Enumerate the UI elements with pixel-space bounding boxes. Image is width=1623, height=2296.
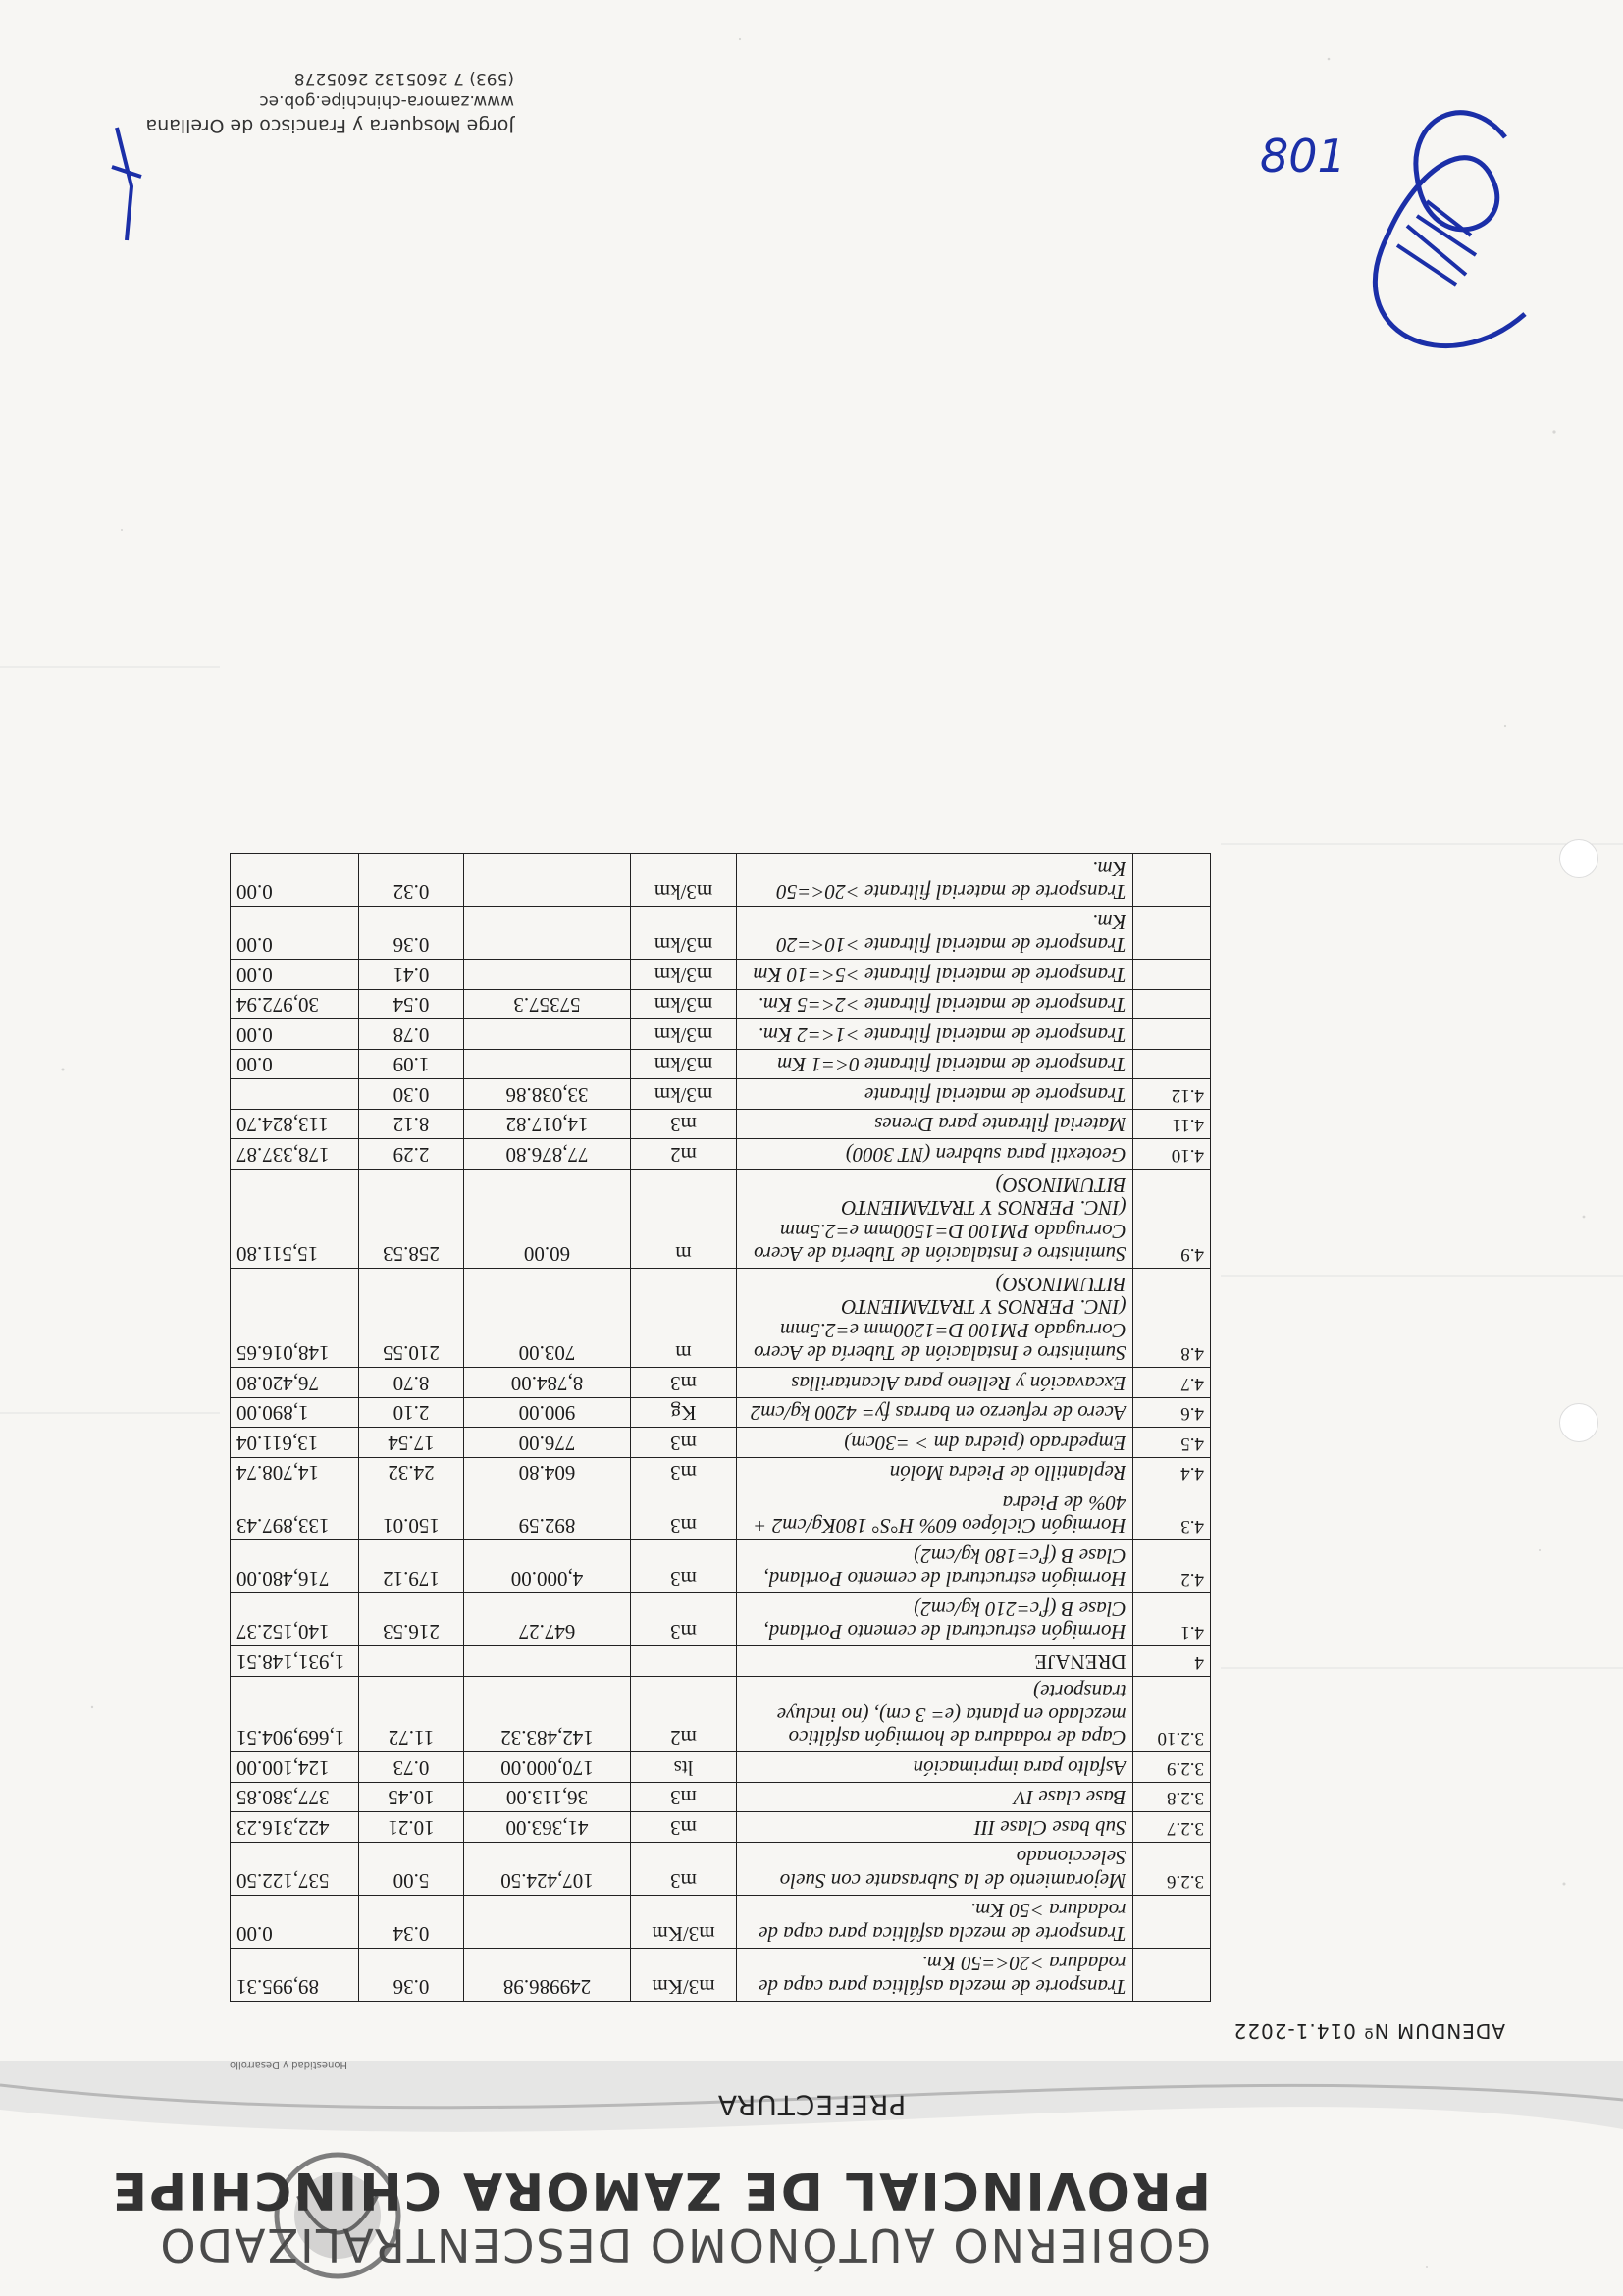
cell-total: 537,122.50 <box>231 1842 359 1895</box>
cell-price: 150.01 <box>359 1487 463 1540</box>
cell-total: 133,897.43 <box>231 1487 359 1540</box>
cell-total: 76,420.80 <box>231 1368 359 1398</box>
cell-qty: 604.80 <box>463 1457 631 1487</box>
cell-code <box>1132 989 1210 1019</box>
cell-unit: m3/km <box>631 960 736 990</box>
footer-website: www.zamora-chinchipe.gob.ec <box>259 91 514 112</box>
cell-total: 148,016.65 <box>231 1269 359 1368</box>
table-row <box>231 1269 1211 1368</box>
cell-total: 178,337.87 <box>231 1139 359 1170</box>
table-row <box>231 1049 1211 1079</box>
cell-unit: m3 <box>631 1812 736 1843</box>
cell-price: 11.72 <box>359 1676 463 1752</box>
cell-total <box>231 1079 359 1110</box>
footer-contact <box>63 67 514 137</box>
cell-unit: m2 <box>631 1139 736 1170</box>
cell-qty: 60.00 <box>463 1170 631 1269</box>
table-row <box>231 854 1211 907</box>
cell-price: 10.21 <box>359 1812 463 1843</box>
cell-price: 0.78 <box>359 1019 463 1050</box>
cell-unit: m3 <box>631 1593 736 1646</box>
table-row <box>231 1812 1211 1843</box>
cell-desc: Hormigón Ciclópeo 60% H°S° 180Kg/cm2 + 40% de Piedra <box>736 1487 1132 1540</box>
cell-unit: m3 <box>631 1109 736 1139</box>
cell-total: 1,669,904.51 <box>231 1676 359 1752</box>
letterhead <box>0 2019 1623 2296</box>
table-row <box>231 1646 1211 1677</box>
organization-line-1: GOBIERNO AUTÓNOMO DESCENTRALIZADO <box>158 2218 1211 2271</box>
cell-unit: m3/km <box>631 1049 736 1079</box>
cell-total: 13,611.04 <box>231 1428 359 1458</box>
cell-desc: Asfalto para imprimación <box>736 1752 1132 1783</box>
cell-code <box>1132 854 1210 907</box>
table-row <box>231 1170 1211 1269</box>
cell-code: 4.3 <box>1132 1487 1210 1540</box>
cell-price: 210.55 <box>359 1269 463 1368</box>
footer-phone: (593) 7 2605132 2605278 <box>293 69 514 89</box>
cell-price: 17.54 <box>359 1428 463 1458</box>
cell-qty <box>463 960 631 990</box>
cell-unit: lts <box>631 1752 736 1783</box>
cell-qty: 892.59 <box>463 1487 631 1540</box>
cell-price: 8.12 <box>359 1109 463 1139</box>
cell-total: 716,480.00 <box>231 1540 359 1593</box>
cell-price: 2.10 <box>359 1397 463 1428</box>
cell-desc: Excavación y Relleno para Alcantarillas <box>736 1368 1132 1398</box>
cell-qty: 107,424.50 <box>463 1842 631 1895</box>
cell-total: 124,100.00 <box>231 1752 359 1783</box>
cell-unit: m3 <box>631 1428 736 1458</box>
cell-price: 0.54 <box>359 989 463 1019</box>
cell-qty <box>463 1019 631 1050</box>
cell-total: 0.00 <box>231 1895 359 1948</box>
cell-desc: Transporte de material filtrante >1<=2 Km. <box>736 1019 1132 1050</box>
cell-total: 89,995.31 <box>231 1948 359 2001</box>
cell-price: 258.53 <box>359 1170 463 1269</box>
table-row <box>231 1782 1211 1812</box>
table-row <box>231 1397 1211 1428</box>
cell-unit: m3 <box>631 1842 736 1895</box>
organization-line-2: PROVINCIAL DE ZAMORA CHINCHIPE <box>110 2161 1211 2219</box>
cell-code: 4.6 <box>1132 1397 1210 1428</box>
cell-desc: Transporte de material filtrante >2<=5 Km. <box>736 989 1132 1019</box>
table-row <box>231 1895 1211 1948</box>
cell-code: 3.2.10 <box>1132 1676 1210 1752</box>
table-row <box>231 1428 1211 1458</box>
cell-total: 15,511.80 <box>231 1170 359 1269</box>
cell-unit: m3 <box>631 1457 736 1487</box>
table-row <box>231 1842 1211 1895</box>
cell-unit <box>631 1646 736 1677</box>
cell-desc: Transporte de mezcla asfáltica para capa de rodadura >20<=50 Km. <box>736 1948 1132 2001</box>
cell-price: 8.70 <box>359 1368 463 1398</box>
cell-desc: Transporte de mezcla asfáltica para capa de rodadura >50 Km. <box>736 1895 1132 1948</box>
binder-hole <box>1559 1403 1598 1442</box>
table-row <box>231 907 1211 960</box>
table-row <box>231 1019 1211 1050</box>
cell-code: 4.5 <box>1132 1428 1210 1458</box>
cell-code: 3.2.9 <box>1132 1752 1210 1783</box>
cell-desc: Transporte de material filtrante 0<=1 Km <box>736 1049 1132 1079</box>
table-row <box>231 960 1211 990</box>
cell-desc: Transporte de material filtrante <box>736 1079 1132 1110</box>
cell-qty <box>463 1049 631 1079</box>
table-row <box>231 1676 1211 1752</box>
cell-total: 377,380.85 <box>231 1782 359 1812</box>
table-row <box>231 1109 1211 1139</box>
budget-table-body <box>231 854 1211 2002</box>
cell-unit: m3/Km <box>631 1895 736 1948</box>
cell-total: 422,316.23 <box>231 1812 359 1843</box>
cell-desc: Replantillo de Piedra Molón <box>736 1457 1132 1487</box>
cell-total: 0.00 <box>231 960 359 990</box>
table-row <box>231 1368 1211 1398</box>
cell-code: 4 <box>1132 1646 1210 1677</box>
cell-qty: 647.27 <box>463 1593 631 1646</box>
cell-desc: Transporte de material filtrante >5<=10 Km <box>736 960 1132 990</box>
cell-code <box>1132 1895 1210 1948</box>
cell-qty: 77,876.80 <box>463 1139 631 1170</box>
cell-desc: Base clase IV <box>736 1782 1132 1812</box>
cell-code <box>1132 1019 1210 1050</box>
cell-unit: m3 <box>631 1487 736 1540</box>
cell-desc: Suministro e Instalación de Tubería de Acero Corrugado PM100 D=1200mm e=2.5mm (INC. PERNOS Y TRATAMIENTO BITUMINOSO) <box>736 1269 1132 1368</box>
handwritten-page-number <box>1250 118 1387 196</box>
cell-qty: 142,483.32 <box>463 1676 631 1752</box>
cell-price: 1.09 <box>359 1049 463 1079</box>
cell-qty <box>463 1895 631 1948</box>
cell-desc: Mejoramiento de la Subrasante con Suelo Seleccionado <box>736 1842 1132 1895</box>
cell-qty: 33,038.86 <box>463 1079 631 1110</box>
budget-table <box>230 853 1211 2002</box>
cell-code <box>1132 960 1210 990</box>
cell-total: 0.00 <box>231 1049 359 1079</box>
cell-price: 0.34 <box>359 1895 463 1948</box>
cell-unit: m2 <box>631 1676 736 1752</box>
cell-qty: 900.00 <box>463 1397 631 1428</box>
cell-desc: Sub base Clase III <box>736 1812 1132 1843</box>
cell-desc: Acero de refuerzo en barras fy= 4200 kg/cm2 <box>736 1397 1132 1428</box>
cell-price: 0.41 <box>359 960 463 990</box>
cell-code <box>1132 1948 1210 2001</box>
cell-code: 4.11 <box>1132 1109 1210 1139</box>
svg-text:801: 801 <box>1260 130 1346 183</box>
cell-total: 0.00 <box>231 907 359 960</box>
cell-qty: 36,113.00 <box>463 1782 631 1812</box>
cell-price: 216.53 <box>359 1593 463 1646</box>
cell-unit: m3 <box>631 1368 736 1398</box>
cell-total: 30,972.94 <box>231 989 359 1019</box>
cell-unit: m3/km <box>631 907 736 960</box>
cell-price: 0.36 <box>359 907 463 960</box>
cell-total: 1,931,148.51 <box>231 1646 359 1677</box>
cell-unit: m3/km <box>631 854 736 907</box>
cell-code: 4.4 <box>1132 1457 1210 1487</box>
cell-price: 179.12 <box>359 1540 463 1593</box>
cell-code: 4.2 <box>1132 1540 1210 1593</box>
table-row <box>231 989 1211 1019</box>
table-row <box>231 1540 1211 1593</box>
cell-total: 1,890.00 <box>231 1397 359 1428</box>
department-title: PREFECTURA <box>716 2089 907 2121</box>
cell-unit: m3 <box>631 1540 736 1593</box>
cell-qty <box>463 1646 631 1677</box>
cell-qty <box>463 854 631 907</box>
cell-desc: Hormigón estructural de cemento Portland, Clase B (f'c=210 kg/cm2) <box>736 1593 1132 1646</box>
cell-code: 4.9 <box>1132 1170 1210 1269</box>
cell-desc: Empedrado (piedra dm > =30cm) <box>736 1428 1132 1458</box>
cell-unit: m3/km <box>631 1019 736 1050</box>
cell-code: 4.1 <box>1132 1593 1210 1646</box>
cell-qty: 4,000.00 <box>463 1540 631 1593</box>
cell-desc: Geotextil para subdren (NT 3000) <box>736 1139 1132 1170</box>
cell-total: 14,708.74 <box>231 1457 359 1487</box>
cell-qty: 14,017.82 <box>463 1109 631 1139</box>
cell-price: 0.36 <box>359 1948 463 2001</box>
table-row <box>231 1948 1211 2001</box>
table-row <box>231 1079 1211 1110</box>
cell-code: 3.2.8 <box>1132 1782 1210 1812</box>
adendum-number: ADENDUM Nº 014.1-2022 <box>1232 2019 1505 2043</box>
cell-qty: 57357.3 <box>463 989 631 1019</box>
cell-desc: Material filtrante para Drenes <box>736 1109 1132 1139</box>
cell-unit: m3 <box>631 1782 736 1812</box>
table-row <box>231 1752 1211 1783</box>
cell-price: 0.73 <box>359 1752 463 1783</box>
cell-desc: Transporte de material filtrante >10<=20 Km. <box>736 907 1132 960</box>
cell-unit: m3/km <box>631 1079 736 1110</box>
cell-desc: Transporte de material filtrante >20<=50 Km. <box>736 854 1132 907</box>
cell-total: 113,824.70 <box>231 1109 359 1139</box>
cell-unit: Kg <box>631 1397 736 1428</box>
cell-total: 0.00 <box>231 854 359 907</box>
cell-desc: Hormigón estructural de cemento Portland, Clase B (f'c=180 kg/cm2) <box>736 1540 1132 1593</box>
cell-code: 4.10 <box>1132 1139 1210 1170</box>
cell-total: 0.00 <box>231 1019 359 1050</box>
cell-desc: Suministro e Instalación de Tubería de Acero Corrugado PM100 D=1500mm e=2.5mm (INC. PERNOS Y TRATAMIENTO BITUMINOSO) <box>736 1170 1132 1269</box>
cell-price: 0.30 <box>359 1079 463 1110</box>
cell-code: 4.8 <box>1132 1269 1210 1368</box>
cell-qty: 170,000.00 <box>463 1752 631 1783</box>
table-row <box>231 1139 1211 1170</box>
cell-code: 3.2.7 <box>1132 1812 1210 1843</box>
cell-price: 2.29 <box>359 1139 463 1170</box>
cell-qty: 703.00 <box>463 1269 631 1368</box>
cell-qty <box>463 907 631 960</box>
cell-desc: Capa de rodadura de hormigón asfáltico mezclado en planta (e= 3 cm), (no incluye transporte) <box>736 1676 1132 1752</box>
cell-price: 5.00 <box>359 1842 463 1895</box>
table-row <box>231 1593 1211 1646</box>
cell-total: 140,152.37 <box>231 1593 359 1646</box>
slogan-tag: Honestidad y Desarrollo <box>230 2060 347 2070</box>
cell-price: 0.32 <box>359 854 463 907</box>
cell-qty: 249986.98 <box>463 1948 631 2001</box>
table-row <box>231 1457 1211 1487</box>
footer-address: Jorge Mosquera y Francisco de Orellana <box>145 115 514 136</box>
cell-unit: m3/km <box>631 989 736 1019</box>
cell-unit: m <box>631 1269 736 1368</box>
cell-code <box>1132 1049 1210 1079</box>
cell-qty: 8,784.00 <box>463 1368 631 1398</box>
cell-qty: 776.00 <box>463 1428 631 1458</box>
binder-hole <box>1559 839 1598 878</box>
cell-code: 4.7 <box>1132 1368 1210 1398</box>
cell-code: 3.2.6 <box>1132 1842 1210 1895</box>
cell-price <box>359 1646 463 1677</box>
cell-unit: m3/Km <box>631 1948 736 2001</box>
cell-price: 24.32 <box>359 1457 463 1487</box>
cell-code <box>1132 907 1210 960</box>
cell-code: 4.12 <box>1132 1079 1210 1110</box>
cell-unit: m <box>631 1170 736 1269</box>
cell-desc: DRENAJE <box>736 1646 1132 1677</box>
cell-qty: 41,363.00 <box>463 1812 631 1843</box>
cell-price: 10.45 <box>359 1782 463 1812</box>
table-row <box>231 1487 1211 1540</box>
